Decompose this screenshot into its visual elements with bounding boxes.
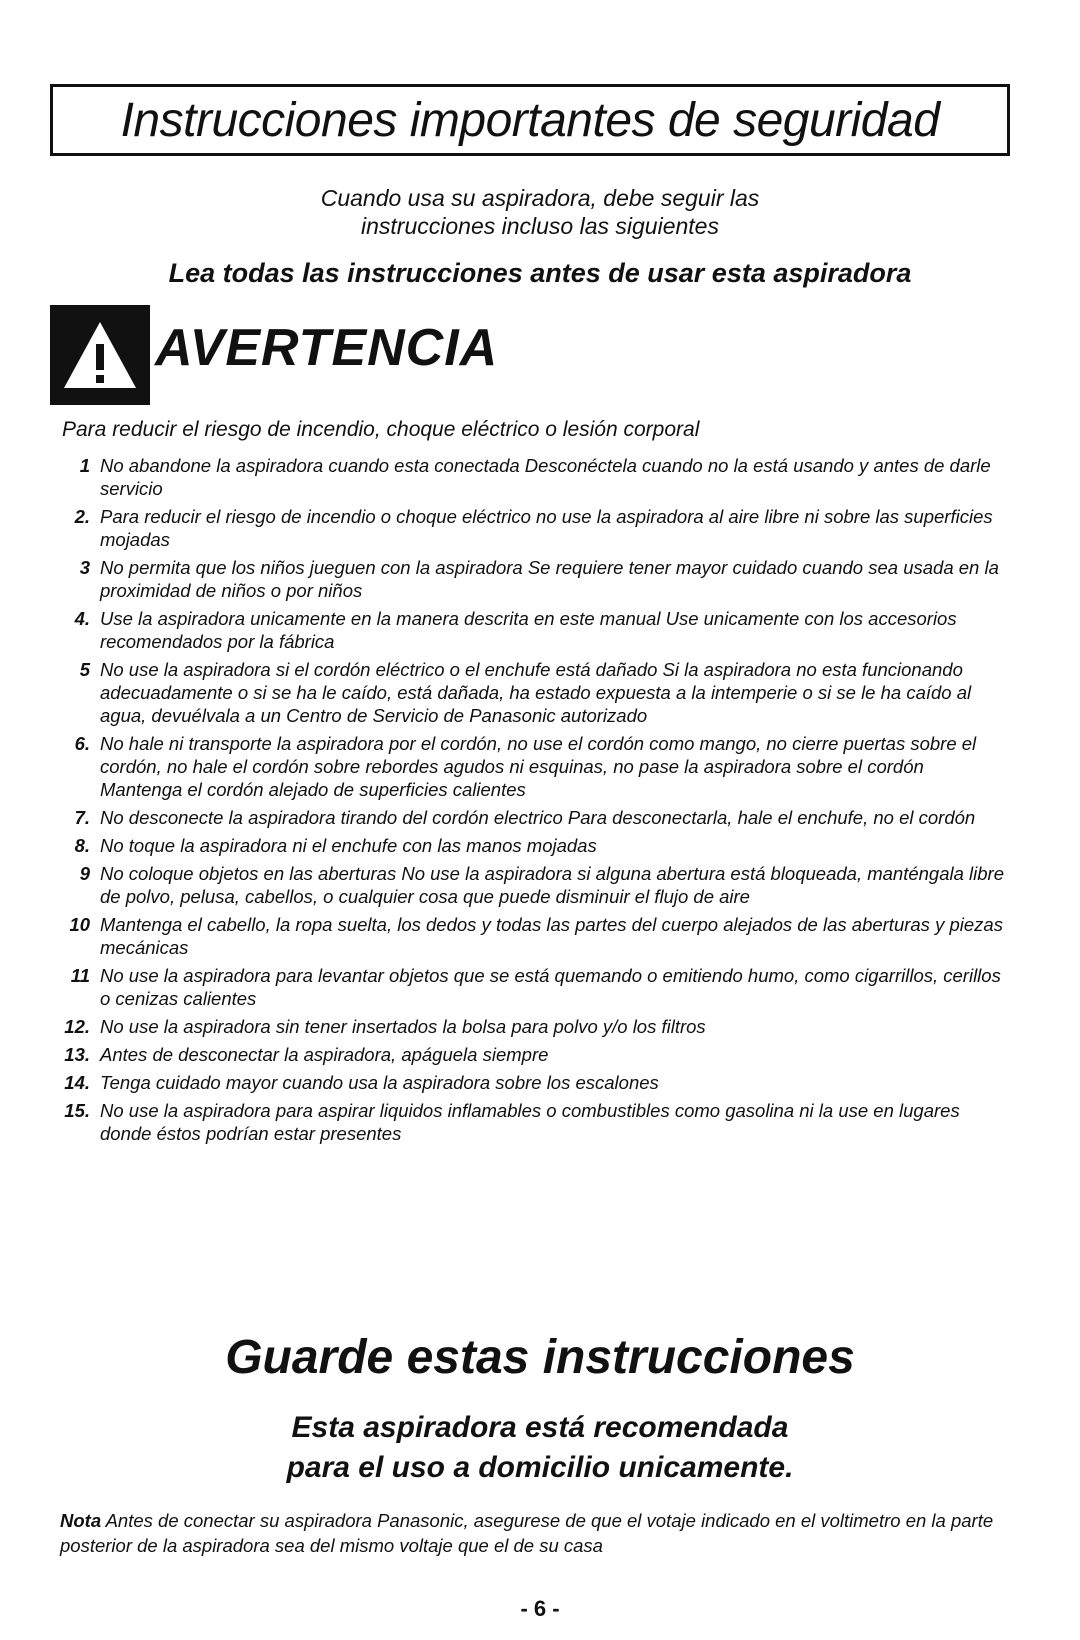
item-number: 10 — [69, 914, 90, 935]
item-text: No desconecte la aspiradora tirando del cordón electrico Para desconectarla, hale el enchufe, no el cordón — [100, 807, 976, 828]
item-text: No toque la aspiradora ni el enchufe con las manos mojadas — [100, 835, 597, 856]
item-number: 14. — [64, 1072, 90, 1093]
item-number: 2. — [74, 506, 90, 527]
item-number: 12. — [64, 1016, 90, 1037]
item-number: 11 — [70, 965, 90, 986]
item-number: 6. — [74, 733, 90, 754]
item-text: No use la aspiradora para aspirar liquidos inflamables o combustibles como gasolina ni la use en lugares donde éstos podrían estar presentes — [100, 1100, 960, 1144]
item-number: 3 — [79, 557, 90, 578]
save-instructions-heading: Guarde estas instrucciones — [225, 1331, 855, 1384]
item-text: No abandone la aspiradora cuando esta conectada Desconéctela cuando no la está usando y antes de darle servicio — [100, 455, 991, 499]
item-number: 7. — [74, 807, 90, 828]
warning-heading: AVERTENCIA — [155, 319, 499, 377]
item-text: No hale ni transporte la aspiradora por el cordón, no use el cordón como mango, no cierre puertas sobre el cordón, no hale el cordón sobre rebordes agudos ni esquinas, no pase la aspiradora sobre el cordón Mantenga el cordón alejado de superficies calientes — [100, 733, 977, 800]
page-number: - 6 - — [520, 1596, 560, 1621]
list-item — [48, 1043, 1008, 1066]
item-text: No use la aspiradora para levantar objetos que se está quemando o emitiendo humo, como cigarrillos, cerillos o cenizas calientes — [100, 965, 1001, 1009]
note-label: Nota — [60, 1510, 102, 1531]
safety-instructions-list — [48, 454, 1008, 1150]
item-text: Mantenga el cabello, la ropa suelta, los dedos y todas las partes del cuerpo alejados de las aberturas y piezas mecánicas — [100, 914, 1003, 958]
list-item — [48, 607, 1008, 653]
list-item — [48, 964, 1008, 1010]
item-text: Antes de desconectar la aspiradora, apáguela siempre — [100, 1044, 549, 1065]
list-item — [48, 658, 1008, 727]
list-item — [48, 806, 1008, 829]
list-item — [48, 556, 1008, 602]
list-item — [48, 1099, 1008, 1145]
intro-line-1: Cuando usa su aspiradora, debe seguir las — [320, 185, 760, 211]
page-title: Instrucciones importantes de seguridad — [120, 93, 940, 147]
recommendation-line-1: Esta aspiradora está recomendada — [291, 1411, 789, 1444]
list-item — [48, 834, 1008, 857]
item-text: Para reducir el riesgo de incendio o choque eléctrico no use la aspiradora al aire libre ni sobre las superficies mojadas — [100, 506, 993, 550]
title-box — [50, 84, 1010, 156]
item-text: No use la aspiradora si el cordón eléctrico o el enchufe está dañado Si la aspiradora no esta funcionando adecuadamente o si se ha le caído, está dañada, ha estado expuesta a la intemperie o si se le ha caído al agua, devuélvala a un Centro de Servicio de Panasonic autorizado — [100, 659, 972, 726]
intro-line-2: instrucciones incluso las siguientes — [361, 213, 719, 239]
warning-triangle-icon — [50, 305, 150, 405]
list-item — [48, 1015, 1008, 1038]
read-all-instructions: Lea todas las instrucciones antes de usar esta aspiradora — [168, 258, 912, 288]
item-number: 9 — [79, 863, 90, 884]
item-number: 13. — [64, 1044, 90, 1065]
item-text: Tenga cuidado mayor cuando usa la aspiradora sobre los escalones — [100, 1072, 659, 1093]
list-item — [48, 1071, 1008, 1094]
list-item — [48, 862, 1008, 908]
item-number: 1 — [79, 455, 90, 476]
item-text: No coloque objetos en las aberturas No use la aspiradora si alguna abertura está bloqueada, manténgala libre de polvo, pelusa, cabellos, o cualquier cosa que puede disminuir el flujo de aire — [100, 863, 1005, 907]
note-paragraph — [60, 1508, 1010, 1558]
recommendation-line-2: para el uso a domicilio unicamente. — [286, 1451, 794, 1484]
item-number: 5 — [79, 659, 90, 680]
list-item — [48, 454, 1008, 500]
list-item — [48, 505, 1008, 551]
item-text: Use la aspiradora unicamente en la manera descrita en este manual Use unicamente con los accesorios recomendados por la fábrica — [100, 608, 957, 652]
list-item — [48, 913, 1008, 959]
recommendation-text — [0, 1408, 1080, 1488]
item-number: 15. — [64, 1100, 90, 1121]
item-text: No use la aspiradora sin tener insertados la bolsa para polvo y/o los filtros — [100, 1016, 706, 1037]
item-number: 4. — [74, 608, 90, 629]
item-number: 8. — [74, 835, 90, 856]
item-text: No permita que los niños jueguen con la aspiradora Se requiere tener mayor cuidado cuando sea usada en la proximidad de niños o por niños — [100, 557, 999, 601]
warning-subtitle: Para reducir el riesgo de incendio, choque eléctrico o lesión corporal — [62, 418, 700, 441]
list-item — [48, 732, 1008, 801]
intro-text — [0, 184, 1080, 240]
note-text: Antes de conectar su aspiradora Panasonic, asegurese de que el votaje indicado en el voltimetro en la parte posterior de la aspiradora sea del mismo voltaje que el de su casa — [60, 1510, 994, 1556]
